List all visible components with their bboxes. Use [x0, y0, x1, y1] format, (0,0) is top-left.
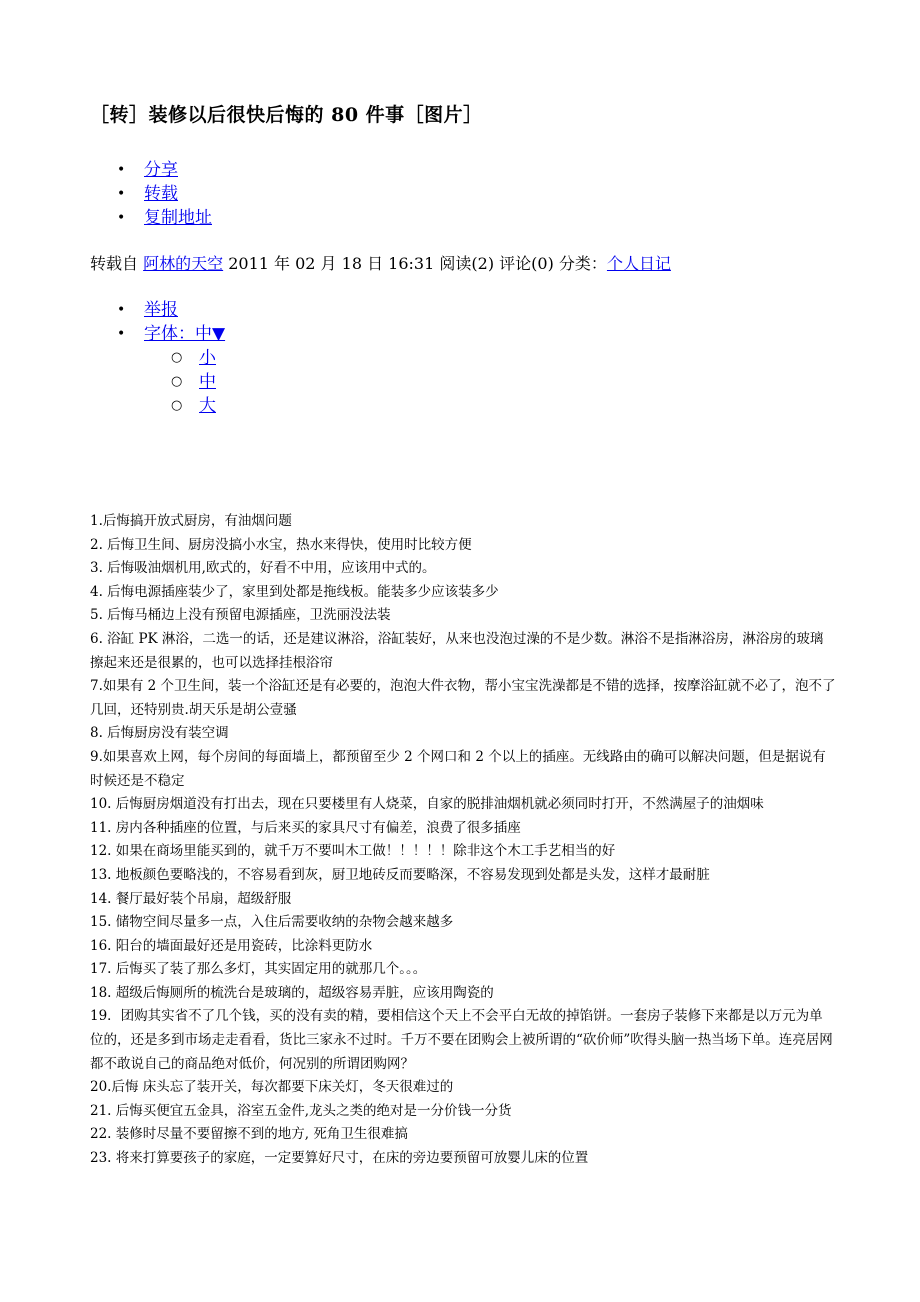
post-meta: [90, 252, 671, 276]
bullet-icon: •: [117, 210, 126, 226]
repost-link[interactable]: 转载: [144, 184, 178, 204]
list-item: 10. 后悔厨房烟道没有打出去，现在只要楼里有人烧菜，自家的脱排油烟机就必须同时打开，不然满屋子的油烟味: [90, 796, 764, 813]
regret-list: [90, 510, 836, 1171]
list-item: 20.后悔 床头忘了装开关，每次都要下床关灯，冬天很难过的: [90, 1079, 454, 1096]
page-title: ［转］装修以后很快后悔的 80 件事［图片］: [90, 104, 483, 126]
post-datetime: 2011 年 02 月 18 日 16:31: [228, 254, 435, 273]
list-item: 4. 后悔电源插座装少了，家里到处都是拖线板。能装多少应该装多少: [90, 583, 499, 600]
bullet-icon: •: [117, 186, 126, 202]
list-item: 22. 装修时尽量不要留擦不到的地方, 死角卫生很难搞: [90, 1126, 408, 1143]
list-item: 18. 超级后悔厕所的梳洗台是玻璃的，超级容易弄脏，应该用陶瓷的: [90, 984, 494, 1001]
list-item: 12. 如果在商场里能买到的，就千万不要叫木工做！！！！！除非这个木工手艺相当的好: [90, 843, 616, 860]
list-item: 9.如果喜欢上网，每个房间的每面墙上，都预留至少 2 个网口和 2 个以上的插座。无线路由的确可以解决问题，但是据说有时候还是不稳定: [90, 748, 826, 789]
font-medium-link[interactable]: 中: [199, 372, 216, 392]
list-item: 1.后悔搞开放式厨房，有油烟问题: [90, 513, 292, 529]
bullet-icon: •: [117, 302, 126, 318]
author-link[interactable]: 阿林的天空: [143, 254, 224, 273]
font-large-link[interactable]: 大: [199, 396, 216, 416]
list-item: 17. 后悔买了装了那么多灯，其实固定用的就那几个。。。: [90, 961, 427, 978]
comment-count: 评论(0): [499, 254, 554, 273]
font-size-menu[interactable]: 字体：中▼: [144, 324, 226, 344]
repost-prefix: 转载自: [90, 254, 139, 273]
list-item: 11. 房内各种插座的位置，与后来买的家具尺寸有偏差，浪费了很多插座: [90, 819, 521, 836]
list-item: 15. 储物空间尽量多一点，入住后需要收纳的杂物会越来越多: [90, 914, 454, 931]
category-label: 分类：: [558, 254, 607, 273]
list-item: 5. 后悔马桶边上没有预留电源插座，卫洗丽没法装: [90, 607, 391, 624]
list-item: 2. 后悔卫生间、厨房没搞小水宝，热水来得快，使用时比较方便: [90, 536, 472, 553]
list-item: 23. 将来打算要孩子的家庭，一定要算好尺寸，在床的旁边要预留可放婴儿床的位置: [90, 1150, 589, 1167]
circle-bullet-icon: ○: [171, 350, 183, 365]
list-item: 6. 浴缸 PK 淋浴，二选一的话，还是建议淋浴，浴缸装好，从来也没泡过澡的不是少数。淋浴不是指淋浴房，淋浴房的玻璃擦起来还是很累的，也可以选择挂根浴帘: [90, 630, 824, 671]
list-item: 7.如果有 2 个卫生间，装一个浴缸还是有必要的，泡泡大件衣物，帮小宝宝洗澡都是不错的选择，按摩浴缸就不必了，泡不了几回，还特别贵.胡天乐是胡公壹骚: [90, 678, 836, 718]
list-item: 21. 后悔买便宜五金具，浴室五金件,龙头之类的绝对是一分价钱一分货: [90, 1102, 512, 1119]
read-count: 阅读(2): [439, 254, 495, 273]
circle-bullet-icon: ○: [171, 398, 183, 413]
font-small-link[interactable]: 小: [199, 348, 216, 368]
list-item: 13. 地板颜色要略浅的，不容易看到灰，厨卫地砖反而要略深，不容易发现到处都是头发，这样才最耐脏: [90, 866, 710, 883]
list-item: 8. 后悔厨房没有装空调: [90, 725, 229, 742]
share-link[interactable]: 分享: [144, 160, 178, 180]
bullet-icon: •: [117, 162, 126, 178]
list-item: 16. 阳台的墙面最好还是用瓷砖，比涂料更防水: [90, 937, 373, 954]
list-item: 3. 后悔吸油烟机用,欧式的，好看不中用，应该用中式的。: [90, 560, 436, 577]
copy-address-link[interactable]: 复制地址: [144, 208, 212, 228]
list-item: 14. 餐厅最好装个吊扇，超级舒服: [90, 890, 292, 907]
bullet-icon: •: [117, 326, 126, 342]
category-link[interactable]: 个人日记: [606, 254, 671, 273]
list-item: 19．团购其实省不了几个钱，买的没有卖的精，要相信这个天上不会平白无故的掉馅饼。一套房子装修下来都是以万元为单位的，还是多到市场走走看看，货比三家永不过时。千万不要在团购会上被所谓的“砍价师”吹得头脑一热当场下单。连亮居网都不敢说自己的商品绝对低价，何况别的所谓团购网？: [90, 1008, 833, 1072]
circle-bullet-icon: ○: [171, 374, 183, 389]
report-link[interactable]: 举报: [144, 300, 178, 320]
